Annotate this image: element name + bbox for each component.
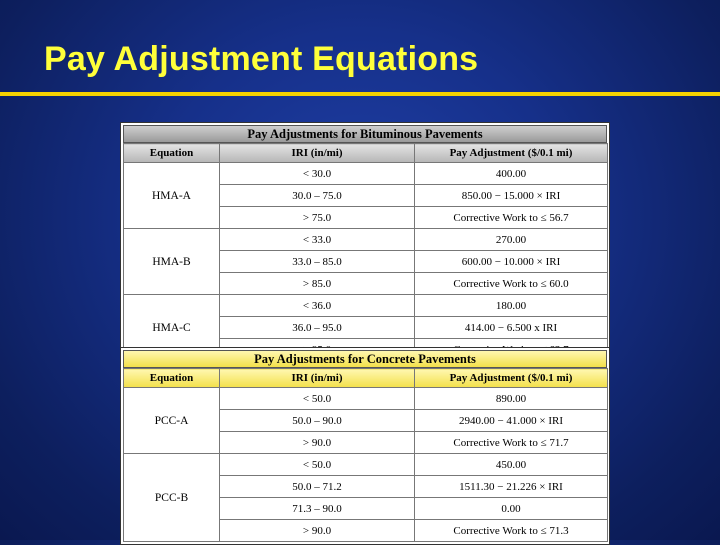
iri-cell: 50.0 – 71.2 (220, 476, 415, 498)
table-row (124, 454, 608, 476)
iri-cell: 33.0 – 85.0 (220, 251, 415, 273)
iri-cell: > 85.0 (220, 273, 415, 295)
pay-cell: Corrective Work to ≤ 71.3 (415, 520, 608, 542)
iri-cell: < 36.0 (220, 295, 415, 317)
header-iri: IRI (in/mi) (220, 369, 415, 388)
pay-cell: 2940.00 − 41.000 × IRI (415, 410, 608, 432)
pay-cell: Corrective Work to ≤ 71.7 (415, 432, 608, 454)
iri-cell: 71.3 – 90.0 (220, 498, 415, 520)
iri-cell: 50.0 – 90.0 (220, 410, 415, 432)
header-pay-adjustment: Pay Adjustment ($/0.1 mi) (415, 144, 608, 163)
header-pay-adjustment: Pay Adjustment ($/0.1 mi) (415, 369, 608, 388)
equation-cell: HMA-A (124, 163, 220, 229)
bituminous-table (123, 143, 608, 361)
bituminous-table-caption: Pay Adjustments for Bituminous Pavements (123, 125, 607, 143)
table-row (124, 295, 608, 317)
iri-cell: > 90.0 (220, 520, 415, 542)
header-iri: IRI (in/mi) (220, 144, 415, 163)
equation-cell: PCC-A (124, 388, 220, 454)
iri-cell: < 30.0 (220, 163, 415, 185)
table-row (124, 388, 608, 410)
equation-cell: PCC-B (124, 454, 220, 542)
concrete-table (123, 368, 608, 542)
pay-cell: Corrective Work to ≤ 56.7 (415, 207, 608, 229)
bituminous-header-row (124, 144, 608, 163)
pay-cell: 414.00 − 6.500 x IRI (415, 317, 608, 339)
slide-title: Pay Adjustment Equations (44, 40, 479, 78)
iri-cell: > 90.0 (220, 432, 415, 454)
bituminous-table-panel (120, 122, 610, 364)
iri-cell: > 75.0 (220, 207, 415, 229)
equation-cell: HMA-C (124, 295, 220, 361)
pay-cell: 1511.30 − 21.226 × IRI (415, 476, 608, 498)
title-divider (0, 92, 720, 96)
equation-cell: HMA-B (124, 229, 220, 295)
pay-cell: 0.00 (415, 498, 608, 520)
header-equation: Equation (124, 144, 220, 163)
iri-cell: < 50.0 (220, 454, 415, 476)
table-row (124, 163, 608, 185)
header-equation: Equation (124, 369, 220, 388)
iri-cell: 30.0 – 75.0 (220, 185, 415, 207)
iri-cell: < 33.0 (220, 229, 415, 251)
iri-cell: < 50.0 (220, 388, 415, 410)
pay-cell: 450.00 (415, 454, 608, 476)
pay-cell: 180.00 (415, 295, 608, 317)
concrete-table-caption: Pay Adjustments for Concrete Pavements (123, 350, 607, 368)
pay-cell: 270.00 (415, 229, 608, 251)
pay-cell: 400.00 (415, 163, 608, 185)
pay-cell: Corrective Work to ≤ 60.0 (415, 273, 608, 295)
pay-cell: 600.00 − 10.000 × IRI (415, 251, 608, 273)
table-row (124, 229, 608, 251)
pay-cell: 890.00 (415, 388, 608, 410)
concrete-header-row (124, 369, 608, 388)
pay-cell: 850.00 − 15.000 × IRI (415, 185, 608, 207)
iri-cell: 36.0 – 95.0 (220, 317, 415, 339)
concrete-table-panel (120, 347, 610, 545)
